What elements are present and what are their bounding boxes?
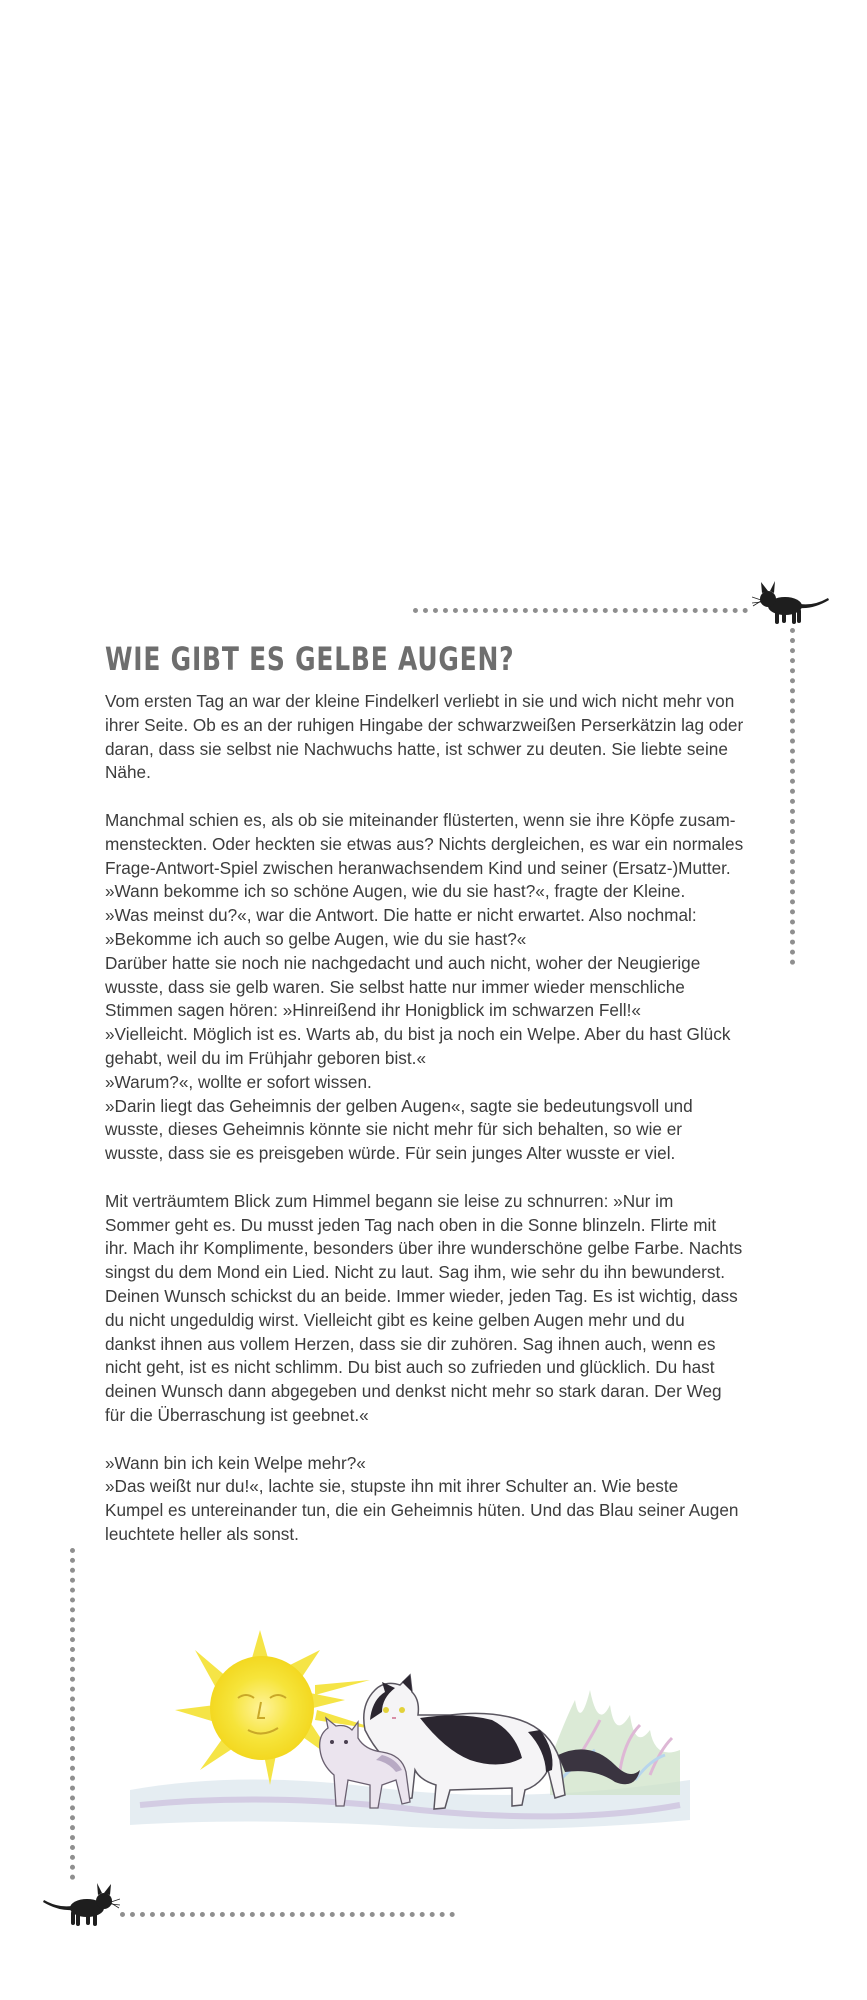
cat-silhouette-icon bbox=[40, 1880, 120, 1930]
text-line: »Wann bekomme ich so schöne Augen, wie du sie hast?«, fragte der Kleine. bbox=[105, 881, 686, 902]
text-line: »Darin liegt das Geheimnis der gelben Augen«, sagte sie bedeutungsvoll und bbox=[105, 1095, 693, 1116]
text-line: »Vielleicht. Möglich ist es. Warts ab, du bist ja noch ein Welpe. Aber du hast Glück bbox=[105, 1024, 731, 1045]
left-dotted-line bbox=[70, 1548, 75, 1880]
paragraph bbox=[105, 1452, 755, 1547]
cat-silhouette-icon bbox=[752, 578, 832, 628]
text-line: »Das weißt nur du!«, lachte sie, stupste ihn mit ihrer Schulter an. Wie beste bbox=[105, 1476, 679, 1497]
article-body bbox=[105, 690, 755, 1547]
text-line: Mit verträumtem Blick zum Himmel begann sie leise zu schnurren: »Nur im bbox=[105, 1190, 674, 1211]
text-line: daran, dass sie selbst nie Nachwuchs hatte, ist schwer zu deuten. Sie liebte seine bbox=[105, 738, 728, 759]
text-line: »Warum?«, wollte er sofort wissen. bbox=[105, 1071, 372, 1092]
sun bbox=[210, 1656, 314, 1760]
bottom-dotted-line bbox=[120, 1912, 455, 1917]
text-line: Stimmen sagen hören: »Hinreißend ihr Honigblick im schwarzen Fell!« bbox=[105, 1000, 641, 1021]
text-line: für die Überraschung ist geebnet.« bbox=[105, 1404, 369, 1425]
text-line: leuchtete heller als sonst. bbox=[105, 1523, 299, 1544]
text-line: deinen Wunsch dann abgegeben und denkst nicht mehr so stark daran. Der Weg bbox=[105, 1381, 722, 1402]
text-line: Nähe. bbox=[105, 762, 151, 783]
text-line: Deinen Wunsch schickst du an beide. Immer wieder, jeden Tag. Es ist wichtig, dass bbox=[105, 1285, 738, 1306]
text-line: »Wann bin ich kein Welpe mehr?« bbox=[105, 1452, 366, 1473]
text-line: du nicht ungeduldig wirst. Vielleicht gibt es keine gelben Augen mehr und du bbox=[105, 1309, 685, 1330]
top-dotted-line bbox=[413, 608, 748, 613]
paragraph bbox=[105, 809, 755, 1166]
paragraph bbox=[105, 690, 755, 785]
text-line: »Was meinst du?«, war die Antwort. Die hatte er nicht erwartet. Also nochmal: bbox=[105, 905, 697, 926]
text-line: Manchmal schien es, als ob sie miteinander flüsterten, wenn sie ihre Köpfe zusam- bbox=[105, 809, 736, 830]
text-line: singst du dem Mond ein Lied. Nicht zu laut. Sag ihm, wie sehr du ihn bewunderst. bbox=[105, 1262, 726, 1283]
paragraph bbox=[105, 1190, 755, 1428]
text-line: mensteckten. Oder heckten sie etwas aus? Nichts dergleichen, es war ein normales bbox=[105, 833, 744, 854]
text-line: Vom ersten Tag an war der kleine Findelkerl verliebt in sie und wich nicht mehr von bbox=[105, 691, 735, 711]
text-line: Darüber hatte sie noch nie nachgedacht und auch nicht, woher der Neugierige bbox=[105, 952, 701, 973]
right-dotted-line bbox=[790, 628, 795, 965]
sun-cat-kitten-illustration bbox=[120, 1620, 700, 1835]
text-line: gehabt, weil du im Frühjahr geboren bist.« bbox=[105, 1047, 427, 1068]
text-line: wusste, dass sie es preisgeben würde. Für sein junges Alter wusste er viel. bbox=[105, 1143, 676, 1164]
text-line: wusste, dieses Geheimnis könnte sie nicht mehr für sich behalten, so wie er bbox=[105, 1119, 683, 1140]
text-line: dankst ihnen aus vollem Herzen, dass sie dir zuhören. Sag ihnen auch, wenn es bbox=[105, 1333, 716, 1354]
text-line: wusste, dass sie gelb waren. Sie selbst hatte nur immer wieder menschliche bbox=[105, 976, 685, 997]
article-title: WIE GIBT ES GELBE AUGEN? bbox=[105, 640, 515, 678]
text-line: Sommer geht es. Du musst jeden Tag nach oben in die Sonne blinzeln. Flirte mit bbox=[105, 1214, 717, 1235]
text-line: nicht geht, ist es nicht schlimm. Du bist auch so zufrieden und glücklich. Du hast bbox=[105, 1357, 715, 1378]
text-line: ihrer Seite. Ob es an der ruhigen Hingabe der schwarzweißen Perserkätzin lag oder bbox=[105, 714, 744, 735]
text-line: »Bekomme ich auch so gelbe Augen, wie du sie hast?« bbox=[105, 928, 527, 949]
text-line: ihr. Mach ihr Komplimente, besonders über ihre wunderschöne gelbe Farbe. Nachts bbox=[105, 1238, 743, 1259]
text-line: Kumpel es untereinander tun, die ein Geheimnis hüten. Und das Blau seiner Augen bbox=[105, 1500, 739, 1521]
text-line: Frage-Antwort-Spiel zwischen heranwachsendem Kind und seiner (Ersatz-)Mutter. bbox=[105, 857, 731, 878]
